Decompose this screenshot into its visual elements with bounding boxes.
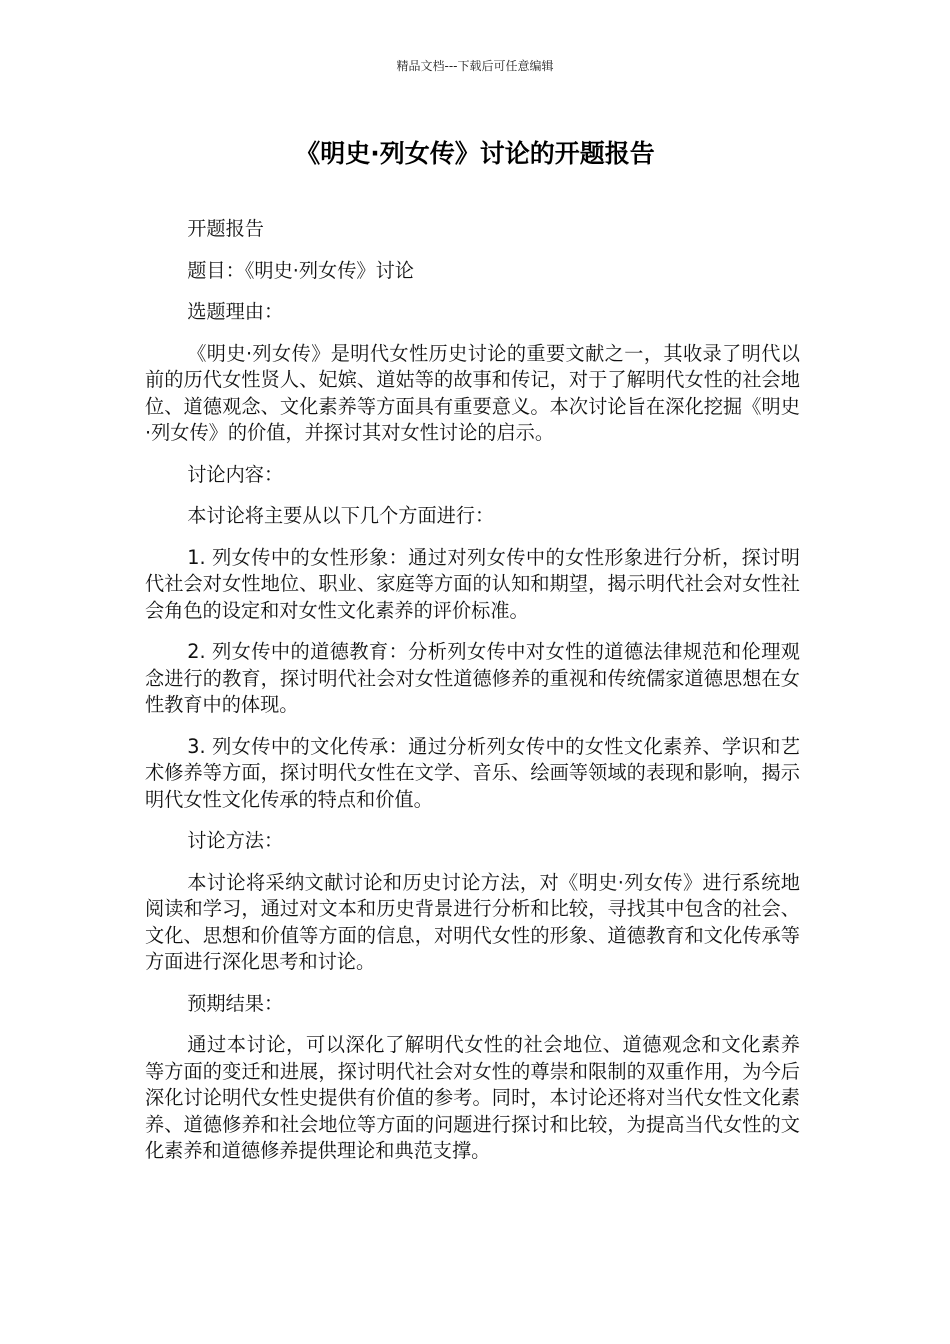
expected-results-paragraph: 通过本讨论，可以深化了解明代女性的社会地位、道德观念和文化素养等方面的变迁和进展，探讨明代社会对女性的尊崇和限制的双重作用，为今后深化讨论明代女性史提供有价值的参考。同时，本讨论还将对当代女性文化素养、道德修养和社会地位等方面的问题进行探讨和比较，为提高当代女性的文化素养和道德修养提供理论和典范支撑。 [145, 1033, 800, 1162]
content-intro: 本讨论将主要从以下几个方面进行： [187, 504, 495, 527]
section-heading-method: 讨论方法： [187, 829, 284, 852]
content-item-2: 2. 列女传中的道德教育：分析列女传中对女性的道德法律规范和伦理观念进行的教育，探讨明代社会对女性道德修养的重视和传统儒家道德思想在女性教育中的体现。 [145, 640, 800, 716]
section-heading-rationale: 选题理由： [187, 300, 284, 323]
topic-line: 题目：《明史·列女传》讨论 [187, 258, 414, 282]
content-item-1: 1. 列女传中的女性形象：通过对列女传中的女性形象进行分析，探讨明代社会对女性地位、职业、家庭等方面的认知和期望，揭示明代社会对女性社会角色的设定和对女性文化素养的评价标准。 [145, 545, 800, 622]
section-heading-expected-results: 预期结果： [187, 991, 284, 1015]
section-heading-content: 讨论内容： [187, 462, 284, 486]
content-item-3: 3. 列女传中的文化传承：通过分析列女传中的女性文化素养、学识和艺术修养等方面，探讨明代女性在文学、音乐、绘画等领域的表现和影响，揭示明代女性文化传承的特点和价值。 [145, 734, 800, 811]
page-header: 精品文档---下载后可任意编辑 [396, 59, 554, 73]
document-title: 《明史·列女传》讨论的开题报告 [295, 139, 655, 168]
section-label-proposal: 开题报告 [187, 217, 264, 240]
document-body [145, 216, 800, 1180]
rationale-paragraph: 《明史·列女传》是明代女性历史讨论的重要文献之一，其收录了明代以前的历代女性贤人、妃嫔、道姑等的故事和传记，对于了解明代女性的社会地位、道德观念、文化素养等方面具有重要意义。本次讨论旨在深化挖掘《明史·列女传》的价值，并探讨其对女性讨论的启示。 [145, 341, 800, 444]
method-paragraph: 本讨论将采纳文献讨论和历史讨论方法，对《明史·列女传》进行系统地阅读和学习，通过对文本和历史背景进行分析和比较，寻找其中包含的社会、文化、思想和价值等方面的信息，对明代女性的形象、道德教育和文化传承等方面进行深化思考和讨论。 [145, 870, 800, 973]
